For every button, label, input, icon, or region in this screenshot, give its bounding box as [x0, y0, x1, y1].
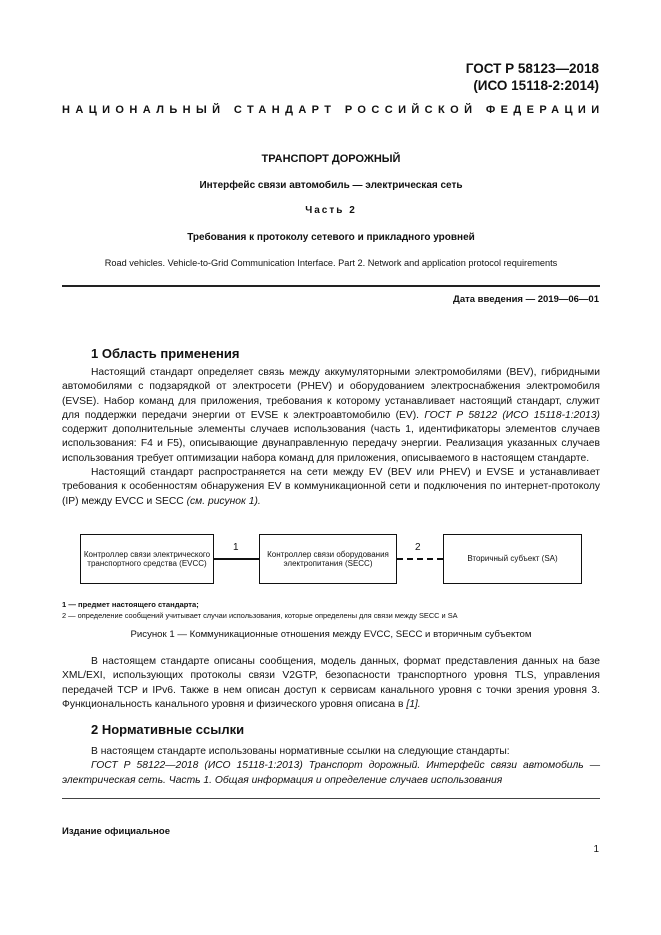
- official-edition-label: Издание официальное: [62, 826, 170, 837]
- paragraph: В настоящем стандарте использованы нормативные ссылки на следующие стандарты:: [91, 746, 510, 757]
- link-1-label: 1: [233, 542, 239, 553]
- english-title: Road vehicles. Vehicle-to-Grid Communication Interface. Part 2. Network and application protocol requirements: [104, 258, 558, 268]
- paragraph-text: В настоящем стандарте описаны сообщения, модель данных, формат представления данных на базе XML/EXI, использующих протоколы связи V2GTP, безопасности транспортного уровня TLS, управления передачей TCP и IPv6. Также в нем описан доступ к сервисам канального уровня с точки зрения уровня 3. Функциональность канального уровня и физического уровня описана в: [62, 656, 600, 710]
- standard-reference: ГОСТ Р 58122 (ИСО 15118-1:2013): [424, 409, 600, 421]
- paragraph: [62, 466, 600, 509]
- figure-note-1: 1 — предмет настоящего стандарта;: [62, 600, 199, 609]
- document-title: ТРАНСПОРТ ДОРОЖНЫЙ: [261, 153, 401, 165]
- evcc-label: Контроллер связи электрического транспортного средства (EVCC): [83, 549, 211, 568]
- page-number: 1: [593, 844, 599, 855]
- link-2-label: 2: [415, 542, 421, 553]
- document-subtitle: Интерфейс связи автомобиль — электрическая сеть: [199, 180, 463, 191]
- bibliography-reference: [1].: [406, 698, 421, 710]
- standard-code: ГОСТ Р 58123—2018: [465, 61, 599, 76]
- body-end-divider: [62, 798, 600, 799]
- normative-reference: [62, 759, 600, 788]
- evcc-box: [80, 534, 214, 584]
- link-2-line: [397, 558, 443, 560]
- link-1-line: [214, 558, 259, 560]
- section-1-heading: 1 Область применения: [91, 346, 240, 361]
- paragraph-text: Настоящий стандарт определяет связь между аккумуляторными электромобилями (BEV), гибридными автомобилями с подзарядкой от электросети (PHEV) и оборудованием электроснабжения электромобиля (EVSE). Набор команд для приложения, требования к которому устанавливает настоящий стандарт, служит для поддержки передачи энергии от EVSE к электроавтомобилю (EV).: [62, 367, 600, 421]
- section-2-heading: 2 Нормативные ссылки: [91, 722, 245, 737]
- iso-code: (ИСО 15118-2:2014): [473, 78, 599, 93]
- figure-note-2: 2 — определение сообщений учитывает случаи использования, которые определены для связи между SECC и SA: [62, 611, 458, 620]
- figure-caption: Рисунок 1 — Коммуникационные отношения между EVCC, SECC и вторичным субъектом: [130, 629, 532, 640]
- part-title: Требования к протоколу сетевого и прикладного уровней: [187, 232, 475, 243]
- secc-label: Контроллер связи оборудования электропитания (SECC): [267, 549, 389, 568]
- secc-box: [259, 534, 397, 584]
- section-1-body: [62, 366, 600, 509]
- paragraph-text: Настоящий стандарт распространяется на сети между EV (BEV или PHEV) и EVSE и устанавливает требования к особенностям обнаружения EV в коммуникационной сети и подключения по интернет-протоколу (IP) между EVCC и SECC: [62, 467, 600, 507]
- reference-text: ГОСТ Р 58122—2018 (ИСО 15118-1:2013) Транспорт дорожный. Интерфейс связи автомобиль — электрическая сеть. Часть 1. Общая информация и определение случаев использования: [62, 760, 600, 786]
- sa-label: Вторичный субъект (SA): [467, 554, 558, 564]
- national-standard-banner: НАЦИОНАЛЬНЫЙ СТАНДАРТ РОССИЙСКОЙ ФЕДЕРАЦИИ: [62, 104, 605, 116]
- paragraph: [62, 366, 600, 466]
- sa-box: [443, 534, 582, 584]
- introduction-date: Дата введения — 2019—06—01: [453, 294, 599, 305]
- title-divider: [62, 285, 600, 287]
- part-label: Часть 2: [305, 205, 357, 216]
- section-2-body: [62, 745, 600, 788]
- paragraph: [62, 655, 600, 712]
- paragraph-text: содержит дополнительные элементы случаев использования (часть 1, идентификаторы элементов случаев использования: F4 и F5), описывающие двунаправленную передачу энергии. Реализация указанных случаев использования требует оптимизации набора команд для приложения, описываемого в настоящем стандарте.: [62, 424, 600, 464]
- figure-reference: (см. рисунок 1).: [186, 495, 261, 507]
- section-1-body-continued: [62, 655, 600, 712]
